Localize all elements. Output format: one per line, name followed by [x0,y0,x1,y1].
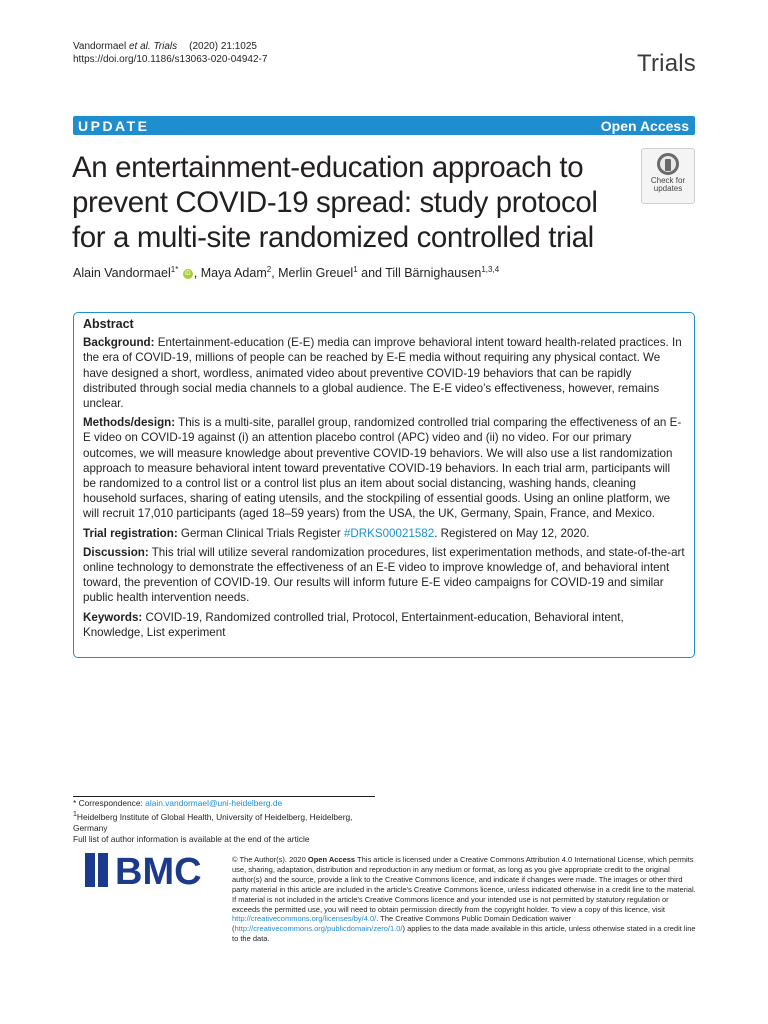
author-name[interactable]: , Merlin Greuel [271,266,354,281]
abstract-trial-registration: Trial registration: German Clinical Trials Register #DRKS00021582. Registered on May 12, 2020. [83,526,590,540]
citation-year-volume: (2020) 21:1025 [189,41,257,52]
journal-name: Trials [637,50,696,77]
correspondence-note: * Correspondence: alain.vandormael@uni-heidelberg.de [73,798,283,808]
abstract-keywords: Keywords: COVID-19, Randomized controlled trial, Protocol, Entertainment-education, Behavioral intent, Knowledge, List experiment [83,610,624,639]
author-name[interactable]: and Till Bärnighausen [357,266,482,281]
crossmark-label-2: updates [653,184,683,193]
article-type-banner [73,116,695,135]
author-info-note: Full list of author information is available at the end of the article [73,833,310,844]
author-affiliation-sup: 1,3,4 [481,265,500,274]
crossmark-icon [657,153,679,175]
article-title: An entertainment-education approach to prevent COVID-19 spread: study protocol for a multi-site randomized controlled trial [72,151,598,254]
author-list [73,265,499,280]
crossmark-label-1: Check for [650,176,686,185]
footnotes [73,796,375,845]
author-name[interactable]: Alain Vandormael [73,266,171,281]
abstract-box [73,312,695,658]
trial-registration-link[interactable]: #DRKS00021582 [343,526,435,540]
bmc-logo-text: BMC [115,851,202,889]
license-statement: © The Author(s). 2020 Open Access This article is licensed under a Creative Commons Attribution 4.0 International License, which permits use, sharing, adaptation, distribution and reproduction in any medium or format, as long as you give appropriate credit to the original author(s) and the source, provide a link to the Creative Commons licence, and indicate if changes were made. The images or other third party material in this article are included in the article's Creative Commons licence, unless indicated otherwise in a credit line to the material. If material is not included in the article's Creative Commons licence and your intended use is not permitted by statutory regulation or exceeds the permitted use, you will need to obtain permission directly from the copyright holder. To view a copy of this licence, visit http://creativecommons.org/licenses/by/4.0/. The Creative Commons Public Domain Dedication waiver (http://creativecommons.org/publicdomain/zero/1.0/) applies to the data made available in this article, unless otherwise stated in a credit line to the data. [232,855,696,944]
open-access-label: Open Access [600,117,689,134]
bmc-logo [85,851,217,889]
abstract-heading: Abstract [83,317,134,331]
doi-link[interactable]: https://doi.org/10.1186/s13063-020-04942-7 [73,54,268,65]
citation-authors: Vandormael et al. Trials [73,41,178,52]
abstract-discussion: Discussion: This trial will utilize several randomization procedures, list experimentation methods, and state-of-the-art online technology to demonstrate the effectiveness of an E-E video to improve knowledge of, and behavioral intent toward, the prevention of COVID-19. Our results will inform future E-E video campaigns for COVID-19 and similar public health intervention needs. [83,545,685,605]
author-name[interactable]: , Maya Adam [193,266,267,281]
abstract-methods: Methods/design: This is a multi-site, parallel group, randomized controlled trial comparing the effectiveness of an E-E video on COVID-19 against (i) an attention placebo control (APC) video and (ii) no video. For our primary outcomes, we will measure knowledge about preventive COVID-19 behaviors. We will also use a list randomization approach to measure behavioral intent toward preventative COVID-19 behaviors. In each trial arm, participants will be randomized to a control list or a control list plus an item about social distancing, washing hands, cleaning household surfaces, sharing of eating utensils, and the stockpiling of essential goods. Using an online platform, we will recruit 17,010 participants (aged 18–59 years) from the USA, the UK, Germany, Spain, France, and Mexico. [83,416,682,521]
article-type: UPDATE [78,117,150,134]
cc-by-license-link[interactable]: http://creativecommons.org/licenses/by/4.0/ [232,914,377,924]
citation-header [73,40,267,66]
author-affiliation-sup: 1* [170,265,179,274]
author-affiliation-sup: 1 [353,265,358,274]
author-affiliation-sup: 2 [266,265,272,274]
abstract-background: Background: Entertainment-education (E-E) media can improve behavioral intent toward health-related practices. In the era of COVID-19, millions of people can be reached by E-E media without requiring any physical contact. We have designed a short, wordless, animated video about preventive COVID-19 behaviors that can be rapidly distributed through social media channels to a global audience. The E-E video’s effectiveness, however, remains unclear. [83,336,682,411]
affiliation-note: $^1$Heidelberg Institute of Global Health, University of Heidelberg, Heidelberg, Germany [73,811,353,833]
check-for-updates-badge[interactable] [641,148,695,204]
cc0-waiver-link[interactable]: http://creativecommons.org/publicdomain/zero/1.0/ [234,924,403,934]
correspondence-email-link[interactable]: alain.vandormael@uni-heidelberg.de [145,798,283,808]
orcid-icon[interactable]: iD [183,269,193,279]
